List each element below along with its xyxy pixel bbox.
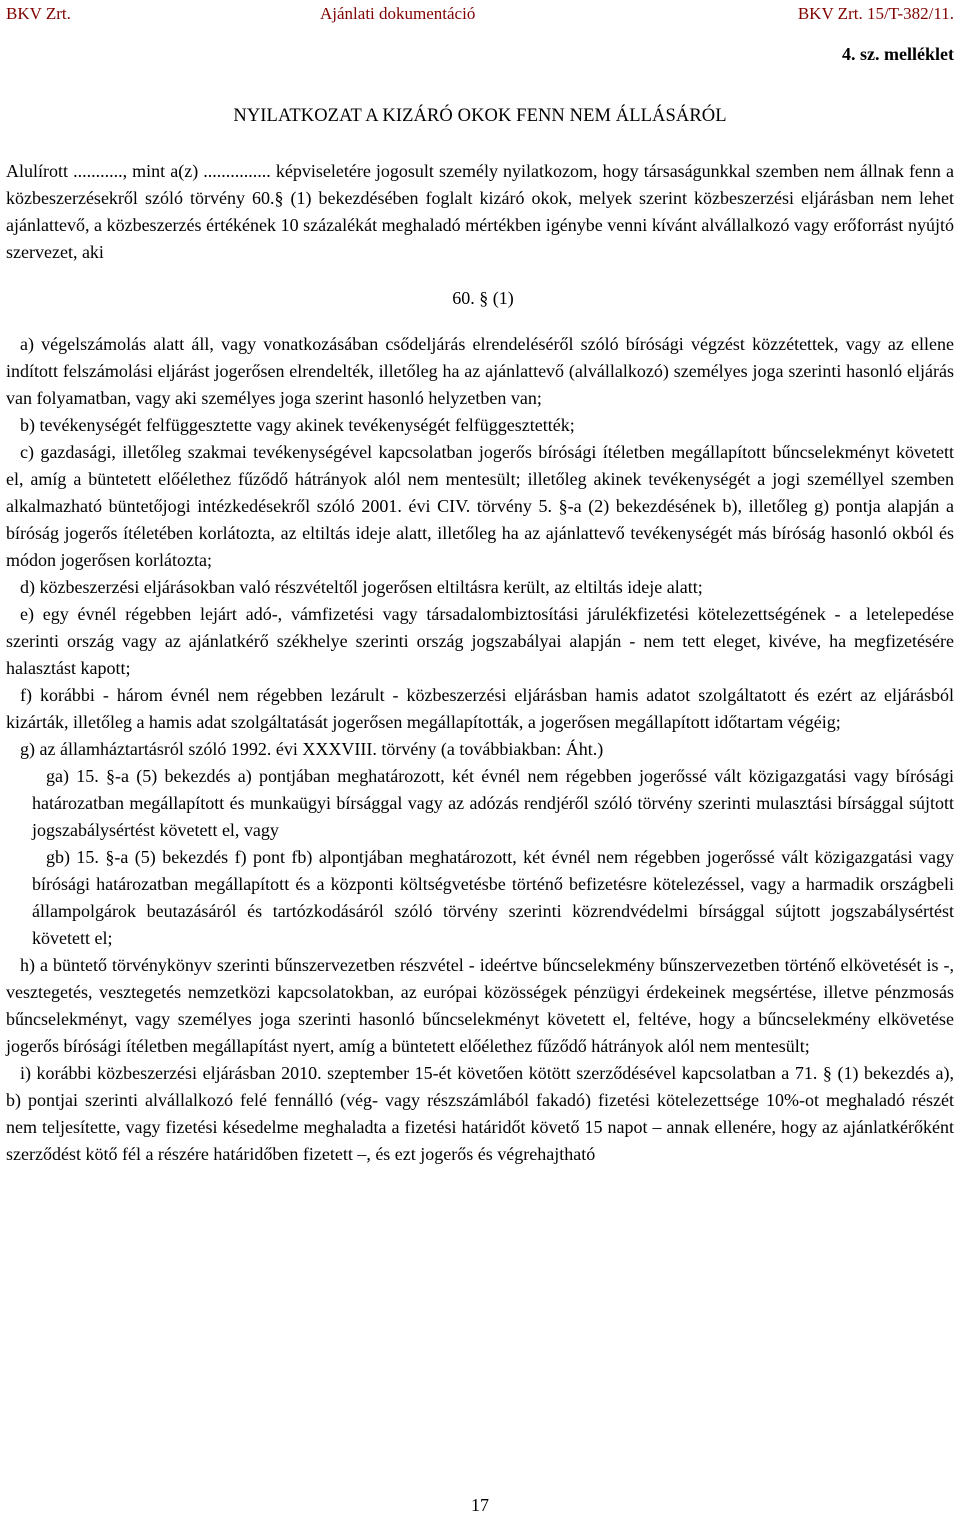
document-title: NYILATKOZAT A KIZÁRÓ OKOK FENN NEM ÁLLÁSÁRÓL — [233, 106, 727, 126]
item-gb: gb) 15. §-a (5) bekezdés f) pont fb) alpontjában meghatározott, két évnél nem régebben jogerőssé vált közigazgatási vagy bírósági határozatban megállapított és a központi költségvetésbe történő befizetésre kötelezéssel, vagy a harmadik országbeli állampolgárok beutazásáról és tartózkodásáról szóló törvény szerinti közrendvédelmi bírsággal sújtott jogszabálysértést követett el; — [32, 847, 954, 948]
item-b: b) tevékenységét felfüggesztette vagy akinek tevékenységét felfüggesztették; — [20, 415, 575, 435]
item-ga: ga) 15. §-a (5) bekezdés a) pontjában meghatározott, két évnél nem régebben jogerőssé vált közigazgatási vagy bírósági határozatban megállapított és munkaügyi bírsággal vagy az adózás rendjéről szóló törvény szerinti mulasztási bírsággal sújtott jogszabálysértést követett el, vagy — [32, 766, 954, 840]
document-body — [6, 158, 954, 1168]
item-a: a) végelszámolás alatt áll, vagy vonatkozásában csődeljárás elrendeléséről szóló bírósági végzést közzétettek, vagy az ellene indított felszámolási eljárást jogerősen elrendelték, illetőleg ha az ajánlattevő (alvállalkozó) személyes joga szerinti hasonló eljárás van folyamatban, vagy aki személyes joga szerint hasonló helyzetben van; — [6, 334, 954, 408]
item-g: g) az államháztartásról szóló 1992. évi XXXVIII. törvény (a továbbiakban: Áht.) — [20, 739, 604, 759]
item-e: e) egy évnél régebben lejárt adó-, vámfizetési vagy társadalombiztosítási járulékfizetési kötelezettségének - a letelepedése szerinti ország vagy az ajánlatkérő székhelye szerinti ország jogszabályai alapján - nem tett eleget, kivéve, ha megfizetésére halasztást kapott; — [6, 604, 954, 678]
item-i: i) korábbi közbeszerzési eljárásban 2010. szeptember 15-ét követően kötött szerződésével kapcsolatban a 71. § (1) bekezdés a), b) pontjai szerinti alvállalkozó felé fennálló (vég- vagy részszámlából fakadó) fizetési kötelezettsége 10%-ot meghaladó részét nem teljesítette, vagy fizetési késedelme meghaladta a fizetési határidőt követő 15 napot – annak ellenére, hogy az ajánlatkérőként szerződést kötő fél a részére határidőben fizetett –, és ezt jogerős és végrehajtható — [6, 1063, 954, 1164]
header-reference-number: BKV Zrt. 15/T-382/11. — [797, 4, 954, 23]
item-d: d) közbeszerzési eljárásokban való részvételtől jogerősen eltiltásra került, az eltiltás ideje alatt; — [20, 577, 703, 597]
intro-paragraph: Alulírott ..........., mint a(z) ............... képviseletére jogosult személy nyilatkozom, hogy társaságunkkal szemben nem állnak fenn a közbeszerzésekről szóló törvény 60.§ (1) bekezdésében foglalt kizáró okok, melyek szerint közbeszerzési eljárásban nem lehet ajánlattevő, a közbeszerzés értékének 10 százalékát meghaladó mértékben igénybe venni kívánt alvállalkozó vagy erőforrást nyújtó szervezet, aki — [6, 161, 954, 262]
item-f: f) korábbi - három évnél nem régebben lezárult - közbeszerzési eljárásban hamis adatot szolgáltatott és ezért az eljárásból kizárták, illetőleg a hamis adat szolgáltatását jogerősen megállapították, a jogerősen megállapított időtartam végéig; — [6, 685, 954, 732]
header-document-type: Ajánlati dokumentáció — [320, 4, 476, 23]
page-header — [6, 4, 954, 28]
annex-label: 4. sz. melléklet — [842, 44, 954, 64]
page-number: 17 — [471, 1495, 489, 1515]
item-c: c) gazdasági, illetőleg szakmai tevékenységével kapcsolatban jogerős bírósági ítéletben megállapított bűncselekményt követett el, amíg a büntetett előélethez fűződő hátrányok alól nem mentesült; illetőleg akinek tevékenységét a jogi személlyel szemben alkalmazható büntetőjogi intézkedésekről szóló 2001. évi CIV. törvény 5. §-a (2) bekezdésének b), illetőleg g) pontja alapján a bíróság jogerős ítéletében korlátozta, az eltiltás ideje alatt, illetőleg ha az ajánlattevő tevékenységét más bíróság hasonló okból és módon jogerősen korlátozta; — [6, 442, 954, 570]
section-reference: 60. § (1) — [452, 288, 514, 308]
header-company: BKV Zrt. — [6, 4, 71, 23]
item-h: h) a büntető törvénykönyv szerinti bűnszervezetben részvétel - ideértve bűncselekmény bűnszervezetben történő elkövetését is -, vesztegetés, vesztegetés nemzetközi kapcsolatokban, az európai közösségek pénzügyi érdekeinek megsértése, illetve pénzmosás bűncselekményt, vagy személyes joga szerinti hasonló bűncselekményt követett el, feltéve, hogy a bűncselekmény elkövetése jogerős bírósági ítéletben megállapítást nyert, amíg a büntetett előélethez fűződő hátrányok alól nem mentesült; — [6, 955, 954, 1056]
